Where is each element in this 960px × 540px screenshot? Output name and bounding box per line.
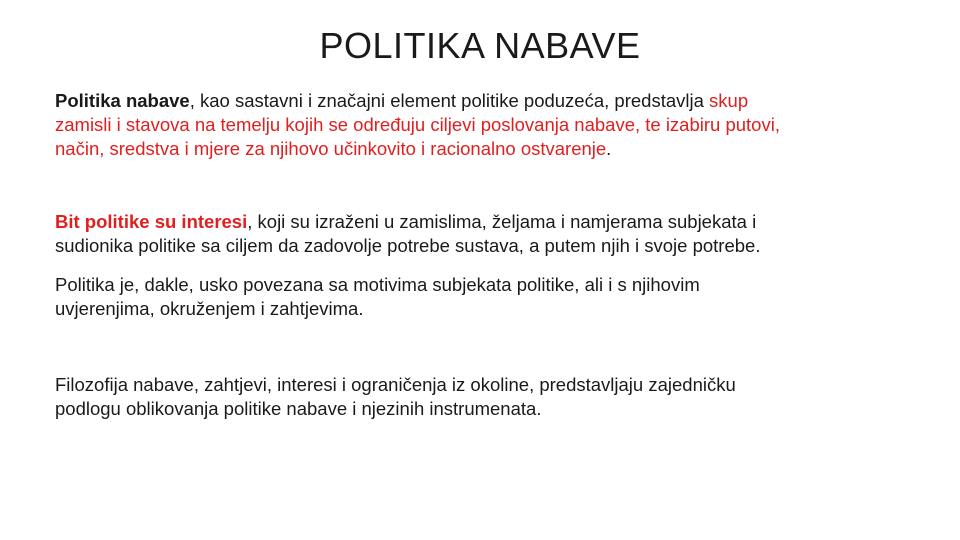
slide-title: POLITIKA NABAVE xyxy=(319,25,641,66)
paragraph-text: . xyxy=(606,138,612,159)
paragraph-line xyxy=(55,137,935,161)
paragraph-politika-je xyxy=(55,273,935,321)
paragraph-text: Politika je, dakle, usko povezana sa motivima subjekata politike, ali i s njihovim xyxy=(55,274,700,295)
term-bit-politike: Bit politike su interesi xyxy=(55,211,248,232)
highlight-text: zamisli i stavova na temelju kojih se određuju ciljevi poslovanja nabave, te izabiru putovi, xyxy=(55,114,780,135)
paragraph-text: , koji su izraženi u zamislima, željama i namjerama subjekata i xyxy=(247,211,757,232)
paragraph-bit-politike xyxy=(55,210,935,258)
paragraph-filozofija xyxy=(55,373,935,421)
paragraph-line xyxy=(55,89,935,113)
paragraph-line xyxy=(55,210,935,234)
paragraph-text: sudionika politike sa ciljem da zadovolje potrebe sustava, a putem njih i svoje potrebe. xyxy=(55,235,761,256)
paragraph-text: uvjerenjima, okruženjem i zahtjevima. xyxy=(55,298,364,319)
paragraph-text: podlogu oblikovanja politike nabave i njezinih instrumenata. xyxy=(55,398,542,419)
term-politika-nabave: Politika nabave xyxy=(55,90,190,111)
highlight-text: način, sredstva i mjere za njihovo učinkovito i racionalno ostvarenje xyxy=(55,138,607,159)
paragraph-text: , kao sastavni i značajni element politike poduzeća, predstavlja xyxy=(189,90,710,111)
highlight-text: skup xyxy=(709,90,749,111)
paragraph-text: Filozofija nabave, zahtjevi, interesi i ograničenja iz okoline, predstavljaju zajedničku xyxy=(55,374,736,395)
paragraph-politika-nabave xyxy=(55,89,935,161)
